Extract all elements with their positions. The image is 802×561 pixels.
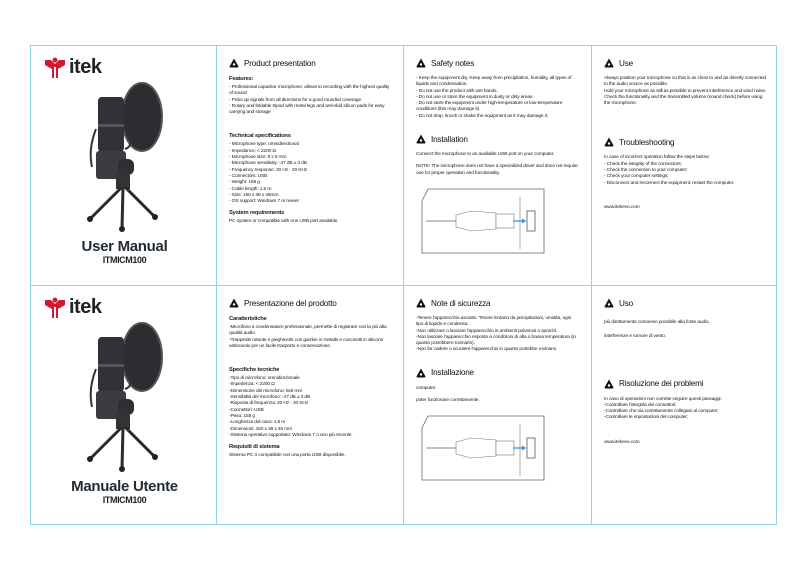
list-item: - Microphone type: omnidirectional (229, 142, 299, 148)
list-item: - Microphone sensitivity: -47 dB ± 3 dB (229, 161, 307, 167)
list-item: -Tipo di microfono: omnidirezionale (229, 376, 300, 382)
section-icon (416, 368, 426, 378)
install-note: poter funzionare correttamente. (416, 398, 480, 404)
section-heading: Installazione (431, 368, 474, 378)
section-heading: Safety notes (431, 58, 475, 68)
list-item: - Size: 150 x 38 x 45mm (229, 192, 279, 198)
cover-panel (31, 46, 218, 286)
list-item: -Treppiede rotante e pieghevole con gambe in metallo e cuscinetti in silicone antiscivolo per un facile trasporto e conservazione. (229, 337, 384, 349)
list-item: - Frequency response: 20 Hz - 20 KHz (229, 167, 308, 173)
list-item: - OS support: Windows 7 or newer (229, 199, 299, 205)
itek-logo (43, 296, 101, 319)
cover-panel (31, 286, 218, 526)
safety-installation-panel (404, 46, 591, 286)
list-item: -Connettori: USB (229, 407, 264, 413)
section-heading: Use (619, 58, 633, 68)
section-heading: Product presentation (244, 58, 316, 68)
list-item: - Keep the equipment dry. Keep away from precipitation, humidity, all types of liquids and condensation. (416, 76, 572, 88)
list-item: -Peso: 158 g (229, 413, 255, 419)
logo-icon (43, 57, 67, 79)
section-icon (229, 298, 239, 308)
list-item: più direttamente connesso possibile alla fonte audio. (604, 320, 710, 325)
list-item: - Check the integrity of the connectors; (604, 161, 682, 167)
list-item: -Non far cadere o scuotere l'apparecchio in quanto potrebbe rovinarsi. (416, 347, 558, 353)
list-item: - Check the connection to your computer; (604, 168, 688, 174)
list-item: -Tenere l'apparecchio asciutto. Tenere lontano da precipitazioni, umidità, ogni tipo di liquido e condensa. (416, 316, 572, 328)
list-item: - Disconnect and reconnect the equipment; restart the computer. (604, 180, 735, 186)
website-link[interactable]: www.itekevo.com (604, 204, 640, 210)
list-item: -Sistema operativo supportato: Windows 7 o uno più recente. (229, 432, 353, 438)
install-text: Connect the microphone to an available USB port on your computer. (416, 152, 555, 158)
use-text (604, 76, 767, 107)
tech-specs-title: Specifiche tecniche (229, 367, 280, 374)
tech-specs-list (229, 376, 392, 439)
list-item: -Microfono a condensatore professionale, permette di registrare con la più alta qualità audio (229, 325, 387, 337)
list-item: - Rotary and foldable tripod with metal legs and anti-skid silicon pads for easy carrying and storage (229, 103, 385, 116)
manual-title: Manuale Utente (71, 478, 178, 495)
usb-connection-illustration (416, 414, 546, 482)
list-item: - Do not drop, knock or shake the equipment as it may damage it. (416, 113, 549, 119)
section-heading: Risoluzione dei problemi (619, 379, 704, 389)
model-number: ITMICM100 (102, 495, 147, 505)
troubleshooting-intro: In case of incorrect operation follow the steps below: (604, 155, 710, 161)
list-item: - Check your computer settings; (604, 174, 669, 180)
use-text (604, 320, 767, 341)
logo-text: itek (69, 56, 102, 78)
list-item: - Microphone size: 9 x 5 mm (229, 155, 287, 161)
tech-specs-title: Technical specifications (229, 133, 291, 140)
itek-logo (43, 56, 101, 79)
features-title: Caratteristiche (229, 316, 267, 322)
features-list (229, 85, 392, 116)
use-troubleshooting-panel (592, 46, 779, 286)
safety-installation-panel (404, 286, 591, 526)
list-item: -Sensibilità del microfono: -47 dB ± 3 dB (229, 395, 311, 401)
section-icon (604, 137, 614, 147)
product-presentation-panel (217, 286, 404, 526)
logo-icon (43, 297, 67, 319)
list-item: -Lunghezza del cavo: 1.5 m (229, 420, 286, 426)
troubleshooting-list (604, 403, 767, 422)
list-item: interferenze e rumore di vento. (604, 334, 666, 340)
model-number: ITMICM100 (102, 255, 147, 265)
section-icon (416, 58, 426, 68)
system-requirements-text: PC system or compatible with one USB port available. (229, 219, 339, 225)
list-item: -Controllare l'integrità dei connettori; (604, 402, 677, 408)
section-heading: Presentazione del prodotto (244, 298, 337, 308)
system-requirements-text: Sistema PC o compatibile con una porta USB disponibile. (229, 453, 346, 459)
microphone-image (70, 79, 180, 234)
logo-text: itek (69, 296, 102, 318)
list-item: - Do not store the equipment under high-temperature or low-temperature conditions (this may damage it). (416, 101, 563, 113)
features-title: Features: (229, 76, 254, 82)
section-icon (604, 379, 614, 389)
section-heading: Installation (431, 134, 468, 144)
section-icon (604, 58, 614, 68)
microphone-image (70, 319, 180, 474)
list-item: Hold your microphone as still as possible to prevent interference and wind noise. (604, 88, 767, 94)
list-item: -Non lasciare l'apparecchio esposto a condizioni di alta o bassa temperatura (in quanto potrebbero rovinarlo). (416, 334, 576, 347)
section-heading: Uso (619, 298, 633, 308)
safety-list (416, 316, 579, 354)
features-list (229, 325, 392, 350)
safety-list (416, 76, 579, 120)
list-item: -Dimensione del microfono: 9x5 mm (229, 388, 303, 394)
troubleshooting-list (604, 162, 767, 187)
list-item: -Impedenza: < 2200 Ω (229, 382, 275, 388)
section-icon (416, 298, 426, 308)
list-item: -Dimensioni: 150 x 38 x 45 mm (229, 426, 293, 432)
system-requirements-title: System requirements (229, 210, 285, 217)
list-item: - Connectors: USB (229, 173, 268, 179)
troubleshooting-intro: In caso di operazioni non corrette seguire questi passaggi: (604, 396, 722, 402)
list-item: Always position your microphone so that is as close to and as directly connected to the audio source as possible. (604, 76, 766, 88)
list-item: - Weight: 158 g (229, 180, 260, 186)
list-item: -Risposta di frequenza: 20 Hz - 20 KHz (229, 401, 309, 407)
manual-title: User Manual (81, 238, 168, 255)
product-presentation-panel (217, 46, 404, 286)
list-item: -Controllare che sia correttamente collegato al computer; (604, 409, 719, 415)
list-item: - Picks up signals from all directions for a good rounded coverage (229, 97, 362, 103)
list-item: - Cable length: 1.5 m (229, 186, 272, 192)
install-text: computer. (416, 385, 437, 391)
system-requirements-title: Requisiti di sistema (229, 444, 280, 451)
install-note: NOTE: The microphone does not have a specialized driver and does not require one for proper operation and functionality. (416, 164, 578, 176)
section-icon (229, 58, 239, 68)
list-item: -Controllare le impostazioni del computer; (604, 415, 688, 421)
website-link[interactable]: www.itekevo.com (604, 439, 640, 445)
tech-specs-list (229, 142, 392, 205)
section-heading: Troubleshooting (619, 137, 675, 147)
section-icon (416, 134, 426, 144)
list-item: Check the functionality and the transmitted volume (sound check) before using the microphone. (604, 94, 763, 107)
use-troubleshooting-panel (592, 286, 779, 526)
usb-connection-illustration (416, 187, 546, 255)
list-item: - Professional capacitor microphone, allows to recording with the highest quality of sound (229, 85, 390, 97)
list-item: - Do not use or store the equipment in dusty or dirty areas. (416, 94, 534, 100)
list-item: - Do not use the product with wet hands. (416, 88, 498, 94)
list-item: -Non utilizzare o lasciare l'apparecchio in ambienti polverosi o sporchi. (416, 328, 558, 334)
section-icon (604, 298, 614, 308)
list-item: - Impedance: < 2200 Ω (229, 148, 276, 154)
section-heading: Note di sicurezza (431, 298, 491, 308)
